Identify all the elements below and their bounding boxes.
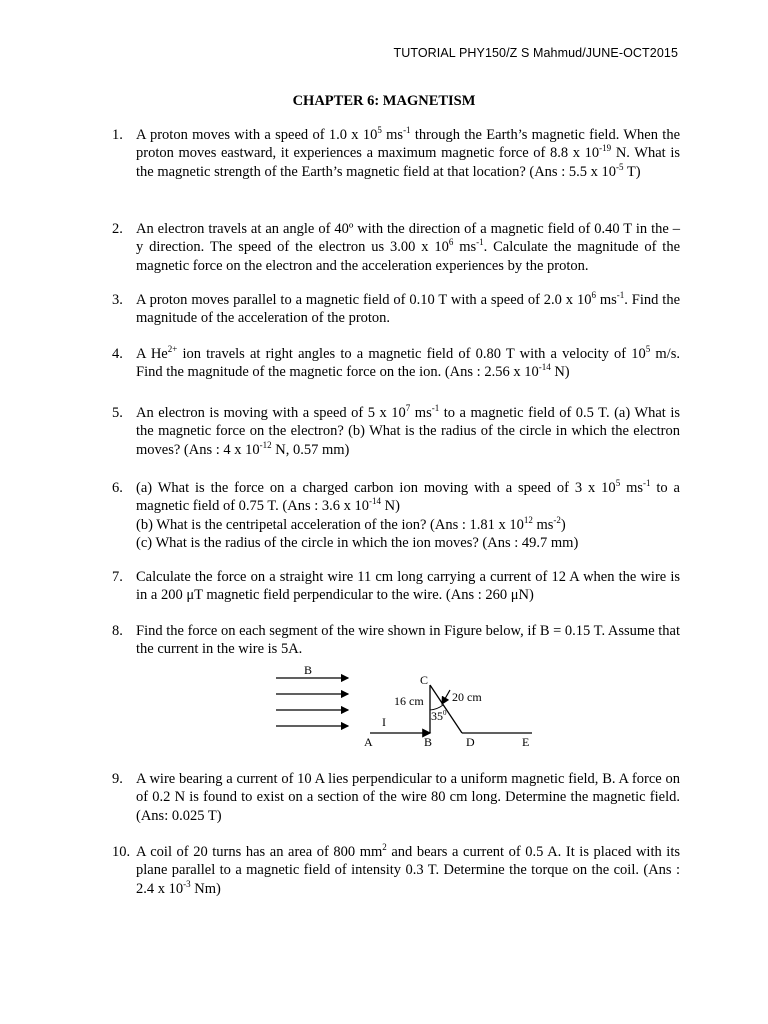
- question-9: [112, 770, 680, 825]
- field-label-b: B: [304, 664, 313, 677]
- text-run: An electron travels at an angle of 40º with the direction of a magnetic field of 0.40 T in the –y direction. The speed of the electron us 3.00 x 10: [136, 221, 680, 256]
- chapter-title: CHAPTER 6: MAGNETISM: [292, 93, 476, 109]
- text-run: An electron is moving with a speed of 5 x 10: [136, 405, 406, 421]
- superscript: 6: [591, 290, 596, 300]
- question-number: 8.: [112, 623, 123, 639]
- text-run: ): [560, 516, 566, 533]
- text-run: A He: [136, 346, 168, 362]
- text-run: ms: [620, 480, 643, 496]
- wire-figure: [270, 664, 570, 754]
- superscript: -19: [599, 143, 612, 154]
- segment-cd-arrow: [442, 690, 450, 704]
- question-text: [136, 622, 680, 659]
- text-run: A proton moves with a speed of 1.0 x 10: [136, 127, 378, 143]
- text-run: Find the force on each segment of the wire shown in Figure below, if B = 0.15 T. Assume that the current in the wire is 5A.: [136, 623, 680, 658]
- point-label-a: A: [364, 735, 373, 749]
- text-run: to a magnetic field of 0.5 T. (a) What is the magnetic force on the electron? (b) What is the radius of the circle in which the electron moves? (Ans : 4 x 10: [136, 405, 681, 458]
- superscript: -5: [615, 161, 624, 172]
- text-run: T): [623, 163, 641, 180]
- text-run: and bears a current of 0.5 A. It is placed with its plane parallel to a magnetic field of intensity 0.3 T. Determine the torque on the coil. (Ans : 2.4 x 10: [136, 844, 681, 897]
- question-8: [112, 622, 680, 659]
- superscript: 7: [405, 403, 411, 413]
- question-number: 10.: [112, 844, 131, 860]
- text-run: N): [381, 498, 400, 515]
- text-run: A proton moves parallel to a magnetic field of 0.10 T with a speed of 2.0 x 10: [136, 292, 592, 308]
- question-text: [136, 568, 680, 605]
- question-text: [136, 220, 680, 275]
- text-run: to a magnetic field of 0.75 T. (Ans : 3.6 x 10: [136, 480, 680, 515]
- superscript: 12: [523, 514, 533, 525]
- superscript: 5: [615, 478, 621, 488]
- superscript: 6: [448, 237, 454, 248]
- superscript: -1: [431, 403, 440, 413]
- question-text: [136, 404, 680, 459]
- text-run: ms: [453, 239, 477, 256]
- question-10: [112, 843, 680, 898]
- question-3: [112, 291, 680, 328]
- question-number: 5.: [112, 405, 123, 421]
- angle-label: $35^0$: [431, 709, 447, 723]
- question-text: [136, 345, 680, 382]
- superscript: 5: [645, 344, 651, 354]
- question-text: [136, 126, 680, 181]
- question-4: [112, 345, 680, 382]
- magnetic-field-arrows: [276, 678, 348, 726]
- superscript: -1: [476, 237, 484, 248]
- superscript: -12: [259, 439, 272, 450]
- text-run: N. What is the magnetic strength of the Earth’s magnetic field at that location? (Ans : 5.5 x 10: [136, 145, 681, 180]
- question-number: 7.: [112, 569, 123, 585]
- text-run: ms: [410, 405, 432, 421]
- superscript: 2: [382, 842, 387, 852]
- text-run: A wire bearing a current of 10 A lies perpendicular to a uniform magnetic field, B. A force on of 0.2 N is found to exist on a section of the wire 80 cm long. Determine the magnetic field. (Ans: 0.025 T): [136, 771, 680, 824]
- text-run: N): [550, 364, 570, 381]
- question-text: [136, 770, 680, 825]
- text-run: m/s. Find the magnitude of the magnetic force on the ion. (Ans : 2.56 x 10: [136, 346, 680, 381]
- text-run: N, 0.57 mm): [271, 441, 350, 458]
- question-text: [136, 291, 680, 328]
- superscript: -1: [403, 125, 411, 135]
- text-run: . Calculate the magnitude of the magnetic force on the electron and the acceleration experiences by the proton.: [136, 239, 681, 274]
- text-run: (c) What is the radius of the circle in which the ion moves? (Ans : 49.7 mm): [136, 534, 579, 551]
- text-run: ms: [595, 292, 617, 308]
- text-run: ion travels at right angles to a magnetic field of 0.80 T with a velocity of 10: [177, 346, 646, 362]
- question-number: 6.: [112, 480, 123, 496]
- question-2: [112, 220, 680, 275]
- text-run: through the Earth’s magnetic field. When the proton moves eastward, it experiences a maximum magnetic force of 8.8 x 10: [136, 127, 681, 162]
- question-number: 3.: [112, 292, 123, 308]
- length-label-16cm: 16 cm: [394, 694, 424, 708]
- text-run: Nm): [190, 880, 221, 897]
- superscript: 2+: [167, 344, 178, 354]
- point-label-b: B: [424, 735, 433, 749]
- question-number: 9.: [112, 771, 123, 787]
- point-label-d: D: [466, 735, 475, 749]
- superscript: -14: [538, 362, 551, 373]
- question-number: 4.: [112, 346, 123, 362]
- question-text: [136, 843, 680, 898]
- question-7: [112, 568, 680, 605]
- question-6: [112, 479, 680, 552]
- text-run: . Find the magnitude of the acceleration of the proton.: [136, 292, 681, 327]
- text-run: A coil of 20 turns has an area of 800 mm: [136, 844, 383, 860]
- length-label-20cm: 20 cm: [452, 690, 482, 704]
- question-number: 2.: [112, 221, 123, 237]
- current-label-i: I: [382, 715, 386, 729]
- point-label-e: E: [522, 735, 530, 749]
- question-5: [112, 404, 680, 459]
- text-run: ms: [532, 516, 554, 533]
- text-run: (a) What is the force on a charged carbon ion moving with a speed of 3 x 10: [136, 480, 616, 496]
- superscript: 5: [377, 125, 382, 135]
- superscript: -1: [616, 290, 625, 300]
- question-1: [112, 126, 680, 181]
- text-run: Calculate the force on a straight wire 11 cm long carrying a current of 12 A when the wire is in a 200 μT magnetic field perpendicular to the wire. (Ans : 260 μN): [136, 569, 680, 604]
- superscript: -14: [369, 496, 382, 507]
- superscript: -3: [183, 878, 191, 889]
- superscript: -2: [553, 514, 561, 525]
- question-number: 1.: [112, 127, 123, 143]
- superscript: -1: [643, 478, 651, 488]
- sub-question: [136, 534, 680, 552]
- text-run: ms: [381, 127, 404, 143]
- wire-path: [370, 685, 532, 733]
- sub-question: [136, 516, 680, 534]
- point-label-c: C: [420, 673, 429, 687]
- question-text: [136, 479, 680, 552]
- page-header: TUTORIAL PHY150/Z S Mahmud/JUNE-OCT2015: [393, 46, 678, 60]
- text-run: (b) What is the centripetal acceleration of the ion? (Ans : 1.81 x 10: [136, 516, 524, 533]
